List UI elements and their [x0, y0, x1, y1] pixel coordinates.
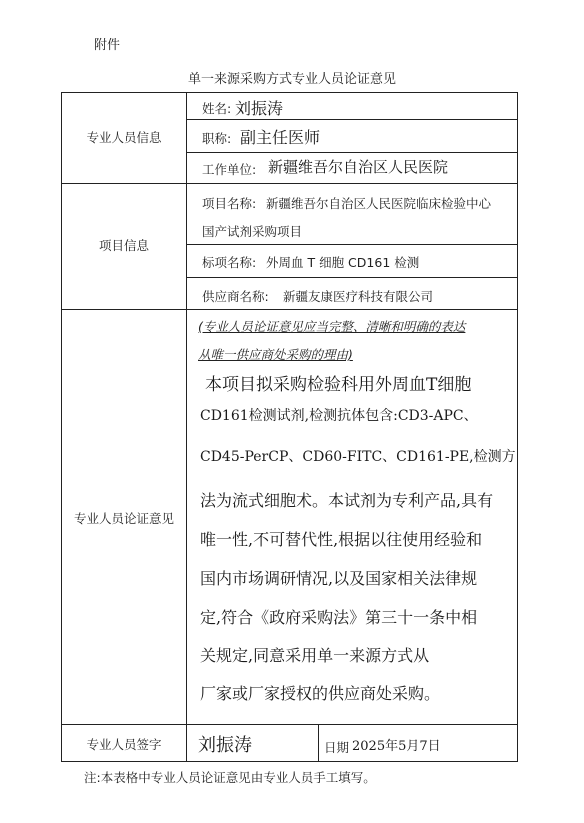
form-title: 单一来源采购方式专业人员论证意见 [187, 72, 396, 87]
footer-note: 注:本表格中专业人员论证意见由专业人员手工填写。 [84, 770, 376, 785]
sub-row-divider [186, 277, 518, 278]
sub-row-divider [186, 152, 518, 153]
column-divider [186, 92, 187, 762]
opinion-handwritten-line: CD161检测试剂,检测抗体包含:CD3-APC、 [200, 408, 478, 424]
signature-handwritten: 刘振涛 [198, 735, 252, 756]
row-divider [61, 724, 518, 725]
opinion-handwritten-line: 关规定,同意采用单一来源方式从 [200, 646, 430, 665]
attachment-label: 附件 [94, 38, 121, 53]
lot-name-value: 外周血 T 细胞 CD161 检测 [266, 255, 420, 270]
row-divider [61, 309, 518, 310]
opinion-handwritten-line: 厂家或厂家授权的供应商处采购。 [200, 684, 441, 703]
opinion-instruction-line2: 从唯一供应商处采购的理由) [198, 347, 353, 362]
date-handwritten: 2025年5月7日 [352, 739, 441, 754]
title-handwritten: 副主任医师 [240, 128, 321, 147]
name-handwritten: 刘振涛 [235, 99, 284, 118]
employer-handwritten: 新疆维吾尔自治区人民医院 [268, 158, 449, 176]
opinion-handwritten-line: 唯一性,不可替代性,根据以往使用经验和 [200, 530, 483, 549]
supplier-label: 供应商名称: [202, 289, 269, 304]
opinion-handwritten-line: 本项目拟采购检验科用外周血T细胞 [205, 375, 472, 395]
project-section-label: 项目信息 [98, 238, 149, 253]
signature-date-divider [318, 724, 319, 762]
lot-name-label: 标项名称: [202, 255, 257, 270]
opinion-handwritten-line: CD45-PerCP、CD60-FITC、CD161-PE,检测方 [200, 449, 516, 465]
date-label: 日期 [324, 740, 350, 755]
signature-section-label: 专业人员签字 [86, 737, 162, 752]
opinion-handwritten-line: 国内市场调研情况,以及国家相关法律规 [200, 569, 478, 588]
employer-label: 工作单位: [202, 162, 257, 177]
sub-row-divider [186, 119, 518, 120]
opinion-section-label: 专业人员论证意见 [73, 511, 174, 526]
opinion-handwritten-line: 法为流式细胞术。本试剂为专利产品,具有 [200, 491, 494, 510]
name-label: 姓名: [202, 101, 232, 116]
opinion-instruction-line1: (专业人员论证意见应当完整、清晰和明确的表达 [198, 319, 466, 334]
opinion-handwritten-line: 定,符合《政府采购法》第三十一条中相 [200, 608, 478, 627]
project-name-line2: 国产试剂采购项目 [202, 224, 303, 239]
personnel-section-label: 专业人员信息 [86, 130, 162, 145]
row-divider [61, 183, 518, 184]
title-label: 职称: [202, 131, 232, 146]
project-name-line1: 新疆维吾尔自治区人民医院临床检验中心 [266, 196, 492, 211]
project-name-label: 项目名称: [202, 196, 257, 211]
supplier-value: 新疆友康医疗科技有限公司 [283, 289, 434, 304]
sub-row-divider [186, 244, 518, 245]
